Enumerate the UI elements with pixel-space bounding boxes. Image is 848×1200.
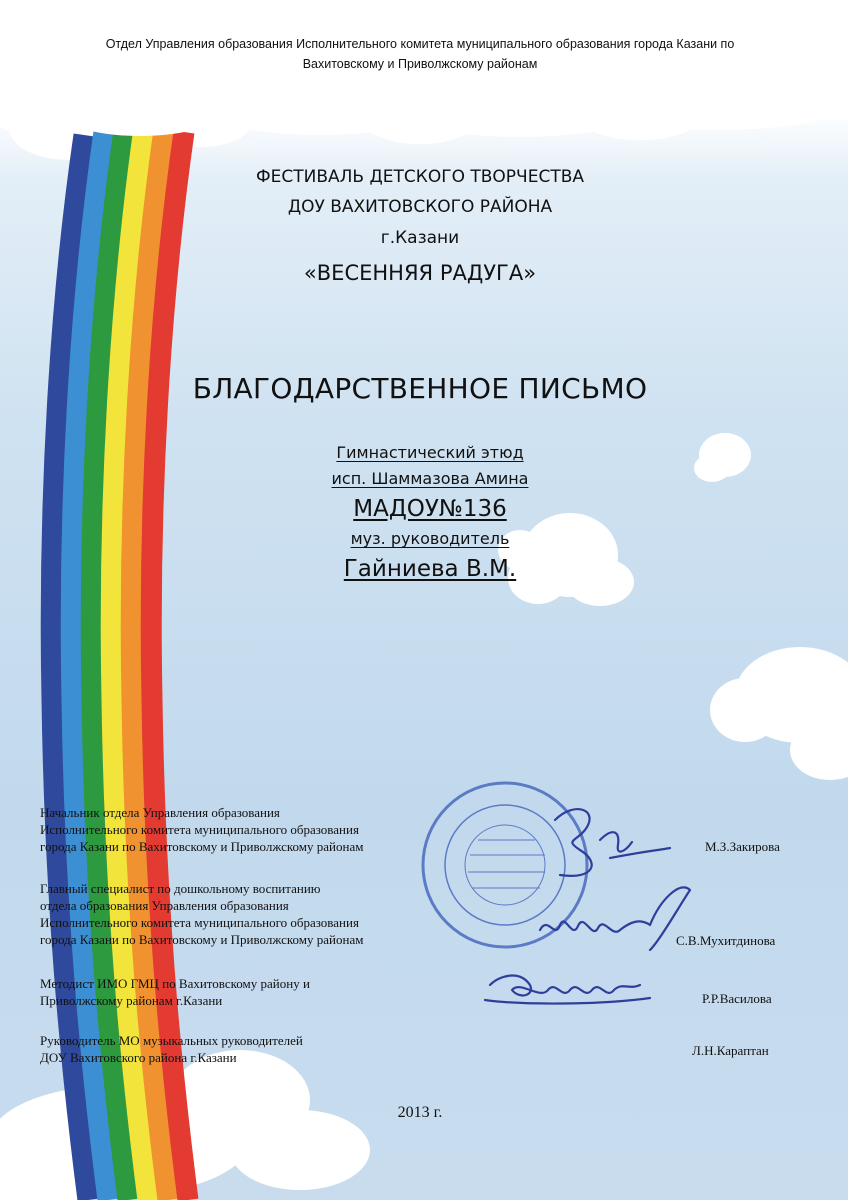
signature-2 <box>540 887 690 950</box>
signatory-4-position-line: Руководитель МО музыкальных руководителей <box>40 1033 303 1048</box>
signatory-2-position-line: Исполнительного комитета муниципального образования <box>40 915 359 930</box>
org-line-1: Отдел Управления образования Исполнительного комитета муниципального образования города Казани по <box>105 37 735 51</box>
signatures <box>485 809 690 1003</box>
signatory-3-position <box>40 975 310 1009</box>
cloud-right-small <box>694 433 751 482</box>
award-performer: исп. Шаммазова Амина <box>331 469 529 488</box>
rainbow-top-clouds <box>70 100 210 136</box>
award-role: муз. руководитель <box>350 529 510 548</box>
signature-3 <box>485 976 650 1004</box>
signatory-1-position-line: Исполнительного комитета муниципального образования <box>40 822 359 837</box>
signatory-2-position <box>40 880 363 948</box>
festival-name: «ВЕСЕННЯЯ РАДУГА» <box>303 261 537 285</box>
document-title: БЛАГОДАРСТВЕННОЕ ПИСЬМО <box>192 372 648 405</box>
signatory-3-position-line: Методист ИМО ГМЦ по Вахитовскому району и <box>40 976 310 991</box>
festival-title <box>180 162 660 290</box>
award-details <box>230 440 630 586</box>
award-work: Гимнастический этюд <box>336 443 524 462</box>
signatory-2-position-line: отдела образования Управления образования <box>40 898 289 913</box>
signatory-2-position-line: города Казани по Вахитовскому и Приволжскому районам <box>40 932 364 947</box>
signatory-4-name: Л.Н.Карaптан <box>692 1043 769 1058</box>
festival-line-1: ФЕСТИВАЛЬ ДЕТСКОГО ТВОРЧЕСТВА <box>256 167 584 187</box>
signatory-1-position-line: города Казани по Вахитовскому и Приволжскому районам <box>40 839 364 854</box>
festival-line-2: ДОУ ВАХИТОВСКОГО РАЙОНА <box>287 197 553 217</box>
signatory-1-name: М.З.Закирова <box>705 839 780 854</box>
signatory-3-position-line: Приволжскому районам г.Казани <box>40 993 223 1008</box>
signatory-1-position-line: Начальник отдела Управления образования <box>40 805 280 820</box>
signatory-2-name: С.В.Мухитдинова <box>676 933 776 948</box>
signatory-4-position-line: ДОУ Вахитовского района г.Казани <box>40 1050 237 1065</box>
signatory-1-position <box>40 804 363 855</box>
festival-city: г.Казани <box>380 228 460 248</box>
signatory-3-name: Р.Р.Василова <box>702 991 772 1006</box>
year: 2013 г. <box>397 1104 443 1121</box>
signatory-2-position-line: Главный специалист по дошкольному воспитанию <box>40 881 321 896</box>
issuing-organization <box>20 34 820 74</box>
award-leader: Гайниева В.М. <box>343 556 517 582</box>
cloud-right-large <box>710 647 848 780</box>
award-institution: МАДОУ№136 <box>353 496 507 522</box>
signatory-4-position <box>40 1032 303 1066</box>
org-line-2: Вахитовскому и Приволжскому районам <box>302 57 538 71</box>
